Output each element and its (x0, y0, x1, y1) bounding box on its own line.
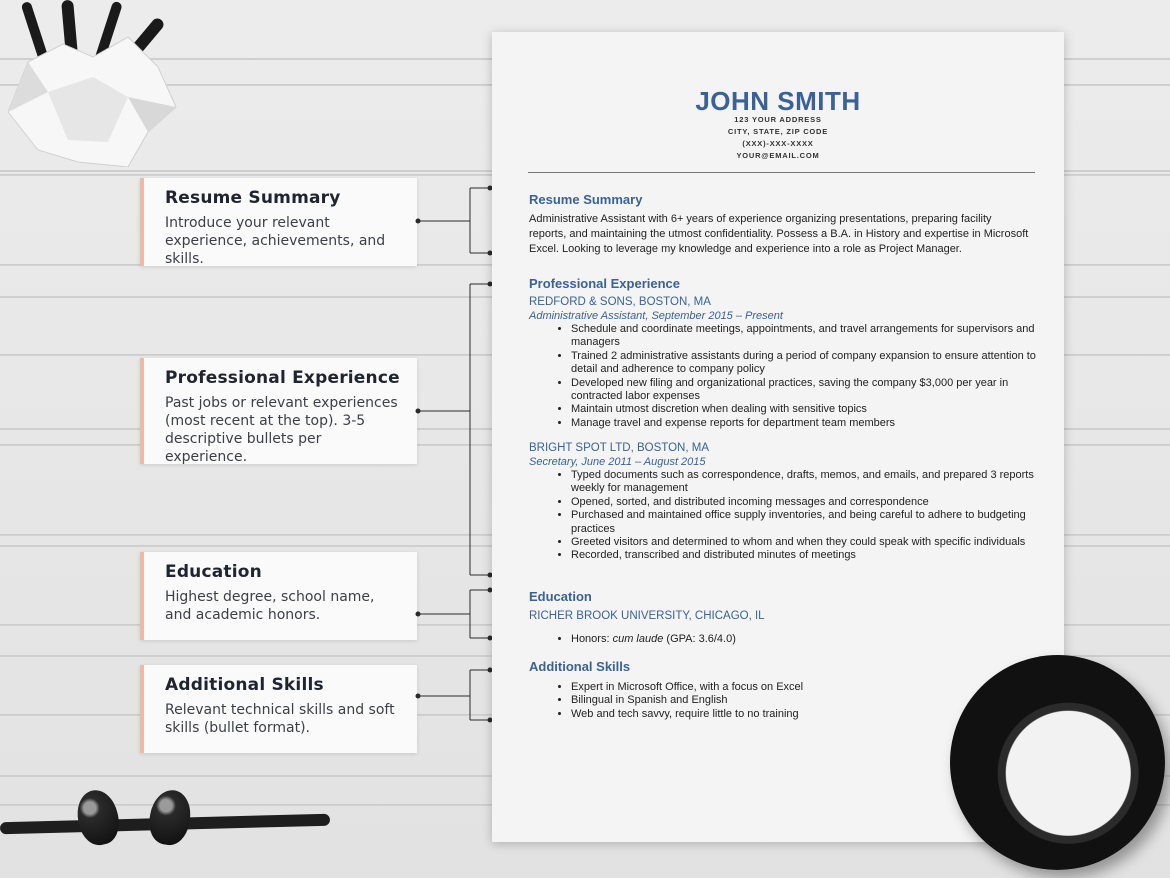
contact-city: CITY, STATE, ZIP CODE (727, 127, 829, 136)
job-bullet: • Greeted visitors and determined to whom and when they could speak with specific individuals (571, 536, 1041, 549)
contact-email: YOUR@EMAIL.COM (736, 151, 820, 160)
annotation-title: Professional Experience (165, 368, 400, 388)
annotation-desc: Highest degree, school name, and academic honors. (165, 589, 375, 623)
job-bullets (532, 469, 1041, 563)
summary-text: Administrative Assistant with 6+ years of experience organizing presentations, preparing facility reports, and maintaining the utmost confidentiality. Possess a B.A. in History and expertise in Microsoft Excel. Looking to leverage my knowledge and experience into a role as Project Manager. (529, 213, 1029, 255)
education-honors (571, 633, 1041, 646)
education-school: RICHER BROOK UNIVERSITY, CHICAGO, IL (529, 610, 765, 622)
job-role: Administrative Assistant, September 2015 – Present (529, 310, 783, 322)
contact-phone: (XXX)-XXX-XXXX (742, 139, 814, 148)
skill-item: • Web and tech savvy, require little to no training (571, 708, 1041, 721)
skill-item: • Expert in Microsoft Office, with a focus on Excel (571, 681, 1041, 694)
honors-gpa: (GPA: 3.6/4.0) (663, 633, 736, 645)
annotation-desc: Relevant technical skills and soft skills (bullet format). (165, 702, 395, 736)
contact-address: 123 YOUR ADDRESS (734, 115, 822, 124)
job-bullet: • Maintain utmost discretion when dealing with sensitive topics (571, 403, 1041, 416)
candle-orb (950, 655, 1165, 870)
skill-item: • Bilingual in Spanish and English (571, 694, 1041, 707)
education-bullets (532, 633, 1041, 646)
job-bullets (532, 323, 1041, 430)
honors-latin: cum laude (612, 633, 664, 645)
section-heading-summary: Resume Summary (529, 192, 643, 207)
job-bullet: • Developed new filing and organizational practices, saving the company $3,000 per year in contracted labor expenses (571, 377, 1041, 404)
job-employer: BRIGHT SPOT LTD, BOSTON, MA (529, 442, 709, 454)
job-bullet: • Schedule and coordinate meetings, appointments, and travel arrangements for supervisors and managers (571, 323, 1041, 350)
annotation-title: Education (165, 562, 262, 582)
annotation-desc: Past jobs or relevant experiences (most recent at the top). 3-5 descriptive bullets per experience. (165, 395, 398, 465)
job-bullet: • Trained 2 administrative assistants during a period of company expansion to ensure attention to detail and adherence to company policy (571, 350, 1041, 377)
section-heading-education: Education (529, 589, 592, 604)
annotation-title: Resume Summary (165, 188, 341, 208)
job-employer: REDFORD & SONS, BOSTON, MA (529, 296, 711, 308)
job-bullet: • Opened, sorted, and distributed incoming messages and correspondence (571, 496, 1041, 509)
job-bullet: • Manage travel and expense reports for department team members (571, 417, 1041, 430)
job-bullet: • Recorded, transcribed and distributed minutes of meetings (571, 549, 1041, 562)
annotation-desc: Introduce your relevant experience, achievements, and skills. (165, 215, 386, 267)
annotation-title: Additional Skills (165, 675, 324, 695)
section-heading-skills: Additional Skills (529, 659, 631, 674)
section-heading-experience: Professional Experience (529, 276, 681, 291)
job-bullet: • Purchased and maintained office supply inventories, and being careful to adhere to budgeting practices (571, 509, 1041, 536)
job-role: Secretary, June 2011 – August 2015 (529, 456, 706, 468)
resume-name: JOHN SMITH (695, 86, 861, 116)
job-bullet: • Typed documents such as correspondence, drafts, memos, and emails, and prepared 3 reports weekly for management (571, 469, 1041, 496)
honors-prefix: Honors: (571, 633, 613, 645)
header-divider (528, 172, 1035, 173)
